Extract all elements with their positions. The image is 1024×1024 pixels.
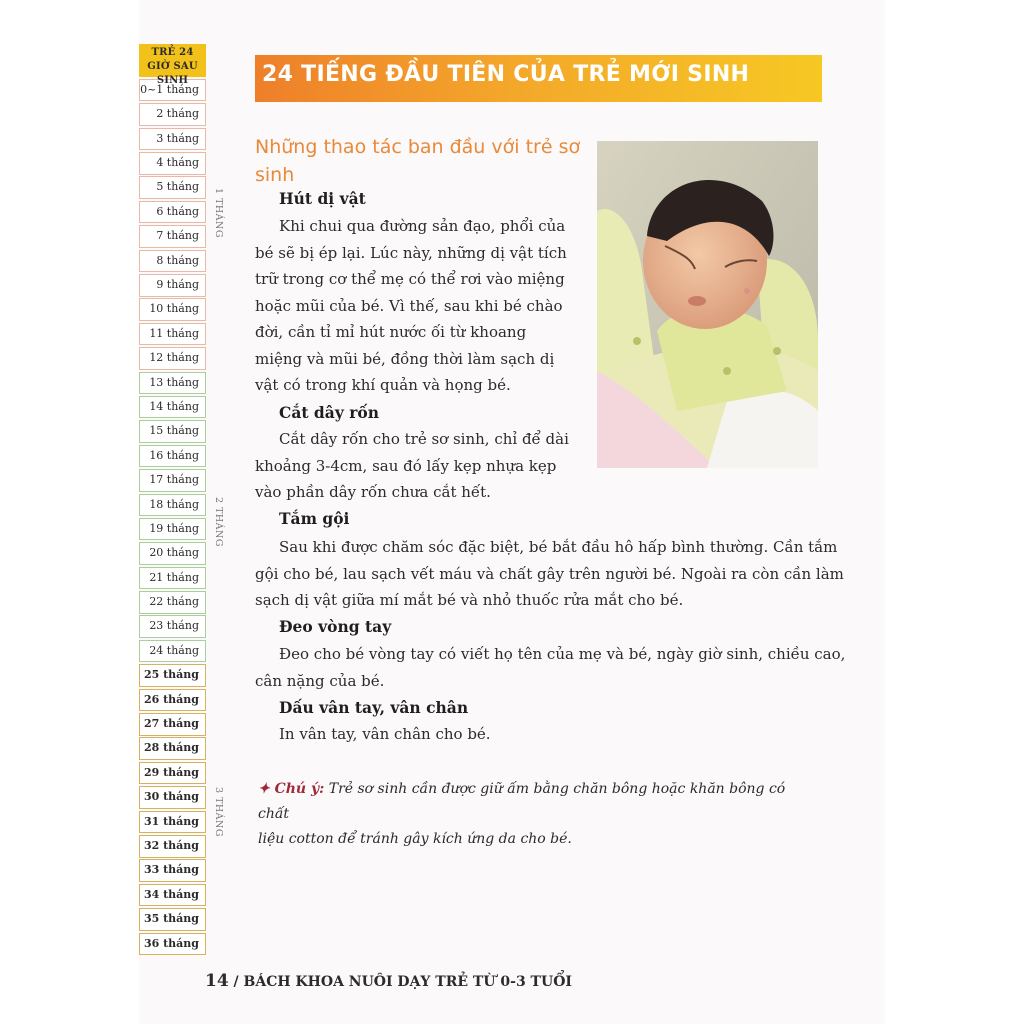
sidebar-tab[interactable]: 31 tháng <box>139 811 206 834</box>
sidebar-tab[interactable]: 18 tháng <box>139 494 206 517</box>
text-line: sạch dị vật giữa mí mắt bé và nhỏ thuốc rửa mắt cho bé. <box>255 591 684 609</box>
sidebar-tab[interactable]: 32 tháng <box>139 835 206 858</box>
sidebar-tab[interactable]: 21 tháng <box>139 567 206 590</box>
sidebar-tab[interactable]: 26 tháng <box>139 689 206 712</box>
sidebar-tab[interactable]: 24 tháng <box>139 640 206 663</box>
sidebar-tab[interactable]: 0~1 tháng <box>139 79 206 102</box>
subheading-tam-goi: Tắm gội <box>279 509 350 528</box>
paragraph-hut-di-vat <box>255 213 585 399</box>
sidebar-tab[interactable]: 23 tháng <box>139 615 206 638</box>
sidebar-tab[interactable]: 27 tháng <box>139 713 206 736</box>
line-group <box>255 534 844 614</box>
sidebar-tab[interactable]: 25 tháng <box>139 664 206 687</box>
sidebar-tab[interactable]: 20 tháng <box>139 542 206 565</box>
sidebar-tab[interactable]: 34 tháng <box>139 884 206 907</box>
text-line: Đeo cho bé vòng tay có viết họ tên của mẹ và bé, ngày giờ sinh, chiều cao, <box>279 645 846 663</box>
sidebar-tab[interactable]: 4 tháng <box>139 152 206 175</box>
text-line: trữ trong cơ thể mẹ có thể rơi vào miệng <box>255 270 565 288</box>
sidebar-head-tab[interactable]: TRẺ 24 GIỜ SAU <box>139 44 206 77</box>
vertical-label-1: 1 THÁNG <box>213 188 224 238</box>
line-group <box>255 426 585 506</box>
sidebar-tab[interactable]: 14 tháng <box>139 396 206 419</box>
sidebar-tab[interactable]: 8 tháng <box>139 250 206 273</box>
sidebar-tab[interactable]: 5 tháng <box>139 176 206 199</box>
newborn-photo <box>597 141 818 468</box>
text-line: Khi chui qua đường sản đạo, phổi của <box>279 217 566 235</box>
sidebar-tab[interactable]: 33 tháng <box>139 859 206 882</box>
subheading-deo-vong-tay: Đeo vòng tay <box>279 617 392 636</box>
paragraph-tam-goi <box>255 534 844 614</box>
sidebar-tab[interactable]: 11 tháng <box>139 323 206 346</box>
book-title: / BÁCH KHOA NUÔI DẠY TRẺ TỪ 0-3 TUỔI <box>228 974 572 990</box>
paragraph-cat-day-ron <box>255 426 585 506</box>
text-line: gội cho bé, lau sạch vết máu và chất gây trên người bé. Ngoài ra còn cần làm <box>255 564 844 583</box>
sidebar-tab[interactable]: 6 tháng <box>139 201 206 224</box>
sidebar-tab[interactable]: 28 tháng <box>139 737 206 760</box>
sidebar-tab[interactable]: 30 tháng <box>139 786 206 809</box>
note-label: ✦ Chú ý: <box>258 781 325 797</box>
tab-list <box>139 79 206 955</box>
paragraph-dau-van-tay <box>255 721 820 748</box>
text-line: Cắt dây rốn cho trẻ sơ sinh, chỉ để dài <box>279 430 569 448</box>
text-line: vào phần dây rốn chưa cắt hết. <box>255 483 491 501</box>
sidebar-tab[interactable]: 19 tháng <box>139 518 206 541</box>
note-text-1: Trẻ sơ sinh cần được giữ ấm bằng chăn bông hoặc khăn bông có chất <box>258 781 786 822</box>
sidebar-tab[interactable]: 7 tháng <box>139 225 206 248</box>
text-line: bé sẽ bị ép lại. Lúc này, những dị vật tích <box>255 243 567 262</box>
month-sidebar <box>139 44 206 955</box>
line-group <box>255 721 820 748</box>
sidebar-tab[interactable]: 22 tháng <box>139 591 206 614</box>
subheading-hut-di-vat: Hút dị vật <box>279 189 366 208</box>
sidebar-tab[interactable]: 3 tháng <box>139 128 206 151</box>
text-line: khoảng 3-4cm, sau đó lấy kẹp nhựa kẹp <box>255 456 557 475</box>
sidebar-tab[interactable]: 29 tháng <box>139 762 206 785</box>
paragraph-deo-vong-tay <box>255 641 846 694</box>
page-title: 24 TIẾNG ĐẦU TIÊN CỦA TRẺ MỚI SINH <box>262 62 750 87</box>
line-group <box>255 641 846 694</box>
sidebar-tab[interactable]: 35 tháng <box>139 908 206 931</box>
text-line: In vân tay, vân chân cho bé. <box>279 725 491 743</box>
subheading-dau-van-tay: Dấu vân tay, vân chân <box>279 698 469 717</box>
text-line: đời, cần tỉ mỉ hút nước ối từ khoang <box>255 323 527 341</box>
sidebar-tab[interactable]: 17 tháng <box>139 469 206 492</box>
sidebar-tab[interactable]: 36 tháng <box>139 933 206 956</box>
text-line: Sau khi được chăm sóc đặc biệt, bé bắt đầu hô hấp bình thường. Cần tắm <box>279 538 838 556</box>
page-number: 14 <box>205 971 229 991</box>
sidebar-tab[interactable]: 2 tháng <box>139 103 206 126</box>
line-group <box>255 213 585 399</box>
text-line: miệng và mũi bé, đồng thời làm sạch dị <box>255 349 555 368</box>
sidebar-tab[interactable]: 15 tháng <box>139 420 206 443</box>
text-line: cân nặng của bé. <box>255 671 385 690</box>
sidebar-tab[interactable]: 16 tháng <box>139 445 206 468</box>
text-line: vật có trong khí quản và họng bé. <box>255 376 511 394</box>
page-footer <box>205 971 572 991</box>
note-text-2: liệu cotton để tránh gây kích ứng da cho bé. <box>258 831 572 847</box>
note-box <box>258 777 818 852</box>
sidebar-tab[interactable]: 10 tháng <box>139 298 206 321</box>
sidebar-tab[interactable]: 13 tháng <box>139 372 206 395</box>
text-line: hoặc mũi của bé. Vì thế, sau khi bé chào <box>255 296 563 315</box>
sidebar-tab[interactable]: 12 tháng <box>139 347 206 370</box>
vertical-label-2: 2 THÁNG <box>213 497 224 547</box>
section-title: Những thao tác ban đầu với trẻ sơ sinh <box>255 136 581 186</box>
sidebar-tab[interactable]: 9 tháng <box>139 274 206 297</box>
subheading-cat-day-ron: Cắt dây rốn <box>279 403 379 422</box>
vertical-label-3: 3 THÁNG <box>213 787 224 837</box>
